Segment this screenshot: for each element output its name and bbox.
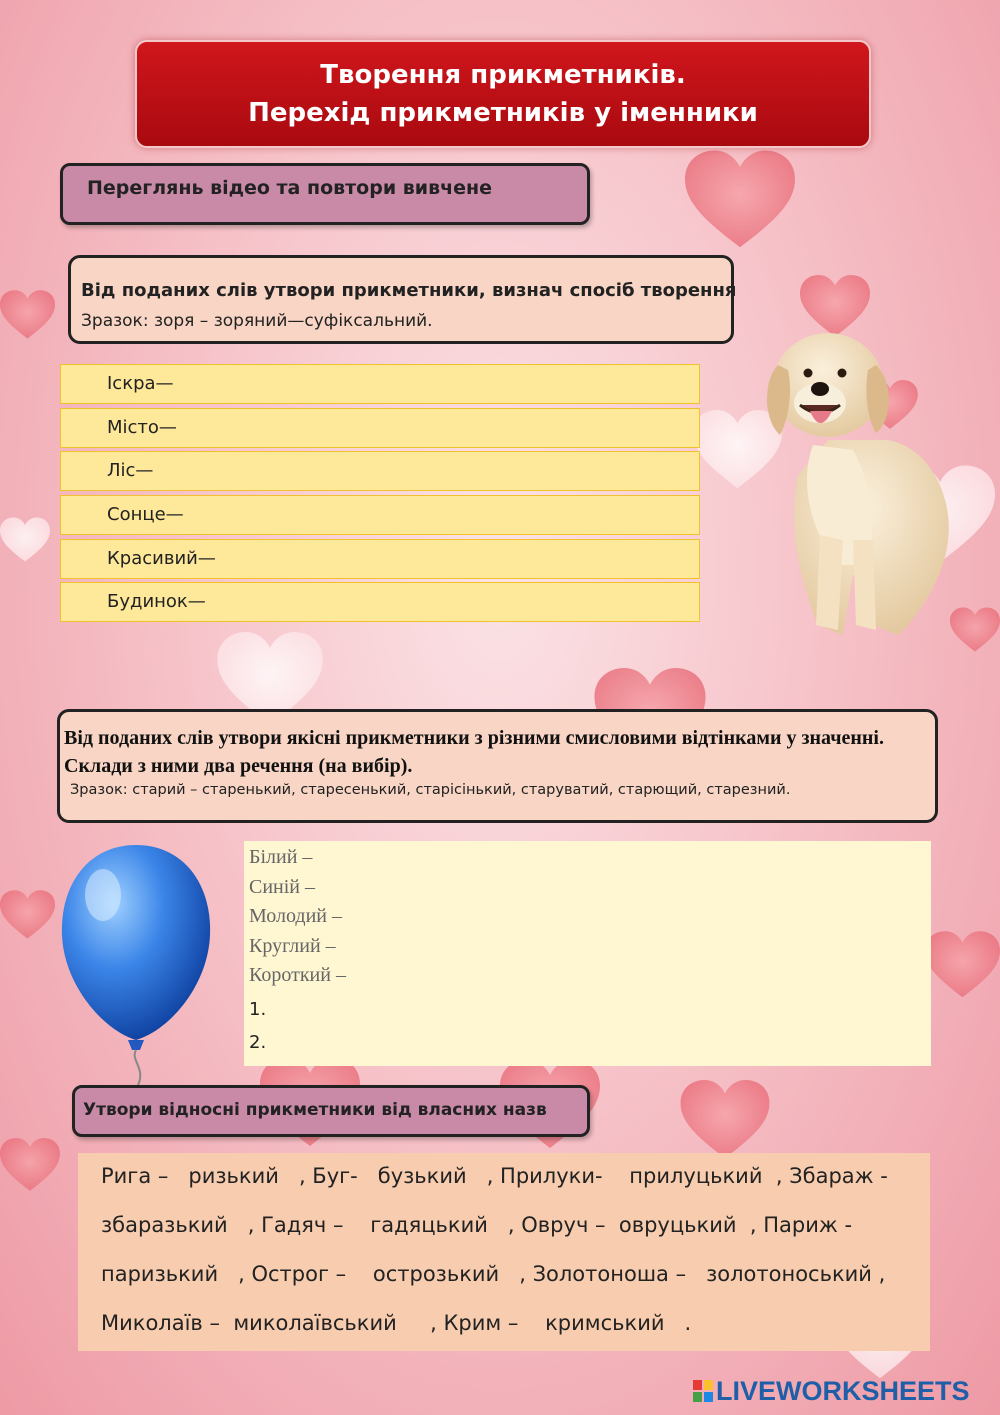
task2-sample: Зразок: старий – старенький, старесенький, старісінький, старуватий, старющий, старезний.: [70, 782, 791, 798]
task3-line-3: паризький , Острог – острозький , Золотоноша – золотоноський ,: [101, 1262, 886, 1286]
title-line-1: Творення прикметників.: [320, 60, 686, 90]
logo-mark-v: [693, 1392, 702, 1402]
task1-header: [68, 255, 737, 344]
logo-mark-icon: [693, 1380, 713, 1402]
liveworksheets-logo[interactable]: [693, 1375, 970, 1407]
instruction-watch-video-text: Переглянь відео та повтори вивчене: [87, 177, 493, 199]
logo-text: LIVEWORKSHEETS: [716, 1375, 970, 1406]
task2-heading: [64, 724, 930, 780]
word-short: Короткий –: [249, 964, 346, 986]
sentence-1-label: 1.: [249, 999, 267, 1020]
task3-line-1: Рига – ризький , Буг- бузький , Прилуки- прилуцький , Збараж -: [101, 1164, 888, 1188]
task1-answer-rows: [60, 364, 700, 626]
dog-image: [758, 325, 958, 640]
instruction-proper-names-text: Утвори відносні прикметники від власних назв: [83, 1100, 547, 1120]
word-round: Круглий –: [249, 935, 336, 957]
task2-heading-rest: . Склади з ними два речення (на вибір).: [64, 727, 884, 777]
word-blue: Синій –: [249, 876, 316, 898]
answer-row-1[interactable]: Місто—: [60, 408, 700, 448]
task3-line-4: Миколаїв – миколаївський , Крим – кримський .: [101, 1311, 692, 1335]
title-line-2: Перехід прикметників у іменники: [248, 98, 758, 128]
instruction-proper-names: [72, 1085, 590, 1137]
task2-heading-main: Від поданих слів утвори якісні прикметники з різними смисловими відтінками у значенні: [64, 727, 879, 749]
sentence-2-label: 2.: [249, 1032, 267, 1053]
word-young: Молодий –: [249, 905, 343, 927]
balloon-image: [58, 840, 216, 1085]
task2-header: [57, 709, 938, 823]
answer-row-3[interactable]: Сонце—: [60, 495, 700, 535]
instruction-watch-video: [60, 163, 590, 225]
answer-row-0[interactable]: Іскра—: [60, 364, 700, 404]
logo-mark-i: [704, 1380, 713, 1390]
word-white: Білий –: [249, 846, 313, 868]
answer-row-2[interactable]: Ліс—: [60, 451, 700, 491]
answer-row-4[interactable]: Красивий—: [60, 539, 700, 579]
logo-mark-l: [693, 1380, 702, 1390]
page-title: [135, 40, 871, 148]
logo-mark-e: [704, 1392, 713, 1402]
task3-answer-box: [78, 1153, 930, 1351]
task1-sample: Зразок: зоря – зоряний—суфіксальний.: [81, 311, 433, 331]
task3-line-2: збаразький , Гадяч – гадяцький , Овруч – овруцький , Париж -: [101, 1213, 853, 1237]
task1-heading: Від поданих слів утвори прикметники, визнач спосіб творення: [81, 280, 737, 301]
answer-row-5[interactable]: Будинок—: [60, 582, 700, 622]
task2-answer-box[interactable]: [244, 841, 931, 1066]
